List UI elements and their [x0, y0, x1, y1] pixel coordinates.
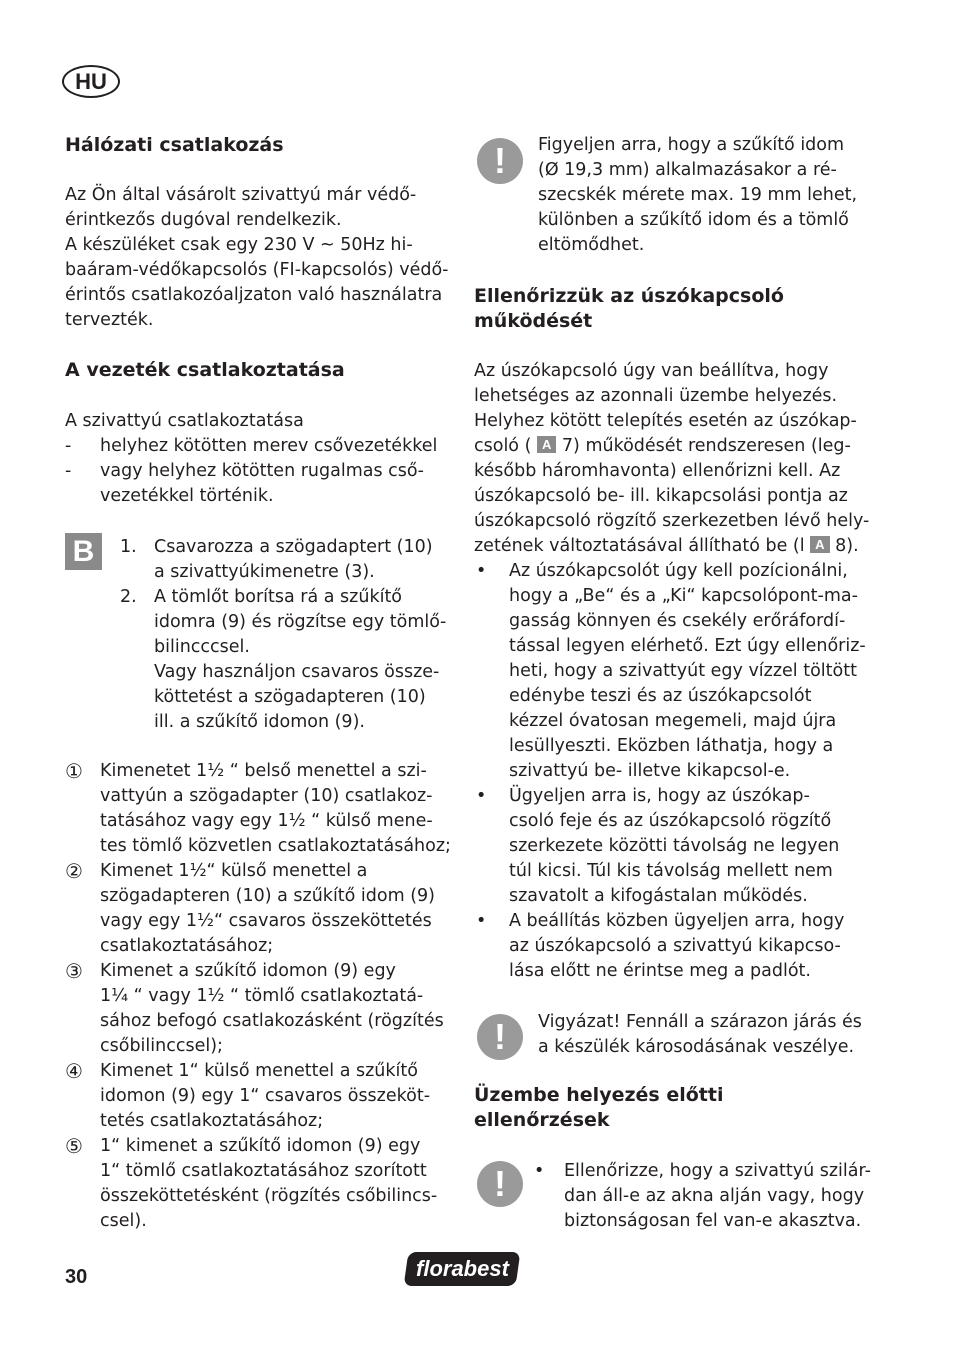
- text-line: csoló feje és az úszókapcsoló rögzítő: [509, 811, 832, 831]
- text-line: lehetséges az azonnali üzembe helyezés.: [474, 386, 838, 406]
- text-line: Kimenet 1½“ külső menettel a: [100, 861, 368, 881]
- text-line: [474, 434, 869, 459]
- text-line: idomra (9) és rögzítse egy tömlő-: [154, 612, 447, 632]
- step-item: [65, 535, 455, 585]
- section-title-cable-connection: A vezeték csatlakoztatása: [65, 359, 345, 381]
- text-line: tervezték.: [65, 310, 154, 330]
- text-line: szecskék mérete max. 19 mm lehet,: [538, 185, 858, 205]
- text-fragment: 8).: [829, 536, 859, 556]
- text-line: Kimenet 1“ külső menettel a szűkítő: [100, 1061, 418, 1081]
- text-line: Kimenet a szűkítő idomon (9) egy: [100, 961, 396, 981]
- text-fragment: csoló (: [474, 436, 537, 456]
- warning-icon: !: [477, 1014, 523, 1060]
- text-line: A készüléket csak egy 230 V ~ 50Hz hi-: [65, 235, 413, 255]
- text-line: szögadapteren (10) a szűkítő idom (9): [100, 886, 436, 906]
- text-line: ill. a szűkítő idomon (9).: [154, 712, 365, 732]
- dash-marker: -: [65, 436, 72, 456]
- section-title-pre-start-checks: [474, 1083, 723, 1133]
- text-line: 1¼ “ vagy 1½ “ tömlő csatlakoztatá-: [100, 986, 424, 1006]
- text-line: lesüllyeszti. Eközben láthatja, hogy a: [509, 736, 834, 756]
- outlet-item-5: [0, 1134, 460, 1234]
- outlet-list: [0, 759, 460, 1234]
- circled-number-2: ②: [65, 859, 83, 883]
- bullet-item: [474, 559, 874, 784]
- text-line: tással legyen elérhető. Ezt úgy ellenőriz-: [509, 636, 866, 656]
- text-line: Figyeljen arra, hogy a szűkítő idom: [538, 135, 845, 155]
- text-line: szerkezete közötti távolság ne legyen: [509, 836, 840, 856]
- step-number: 2.: [120, 587, 137, 607]
- text-line: tes tömlő közvetlen csatlakoztatásához;: [100, 836, 451, 856]
- dash-list-item: [65, 459, 445, 509]
- section-title-float-switch-check: [474, 284, 784, 334]
- bullet-item: [474, 909, 874, 984]
- text-line: A tömlőt borítsa rá a szűkítő: [154, 587, 403, 607]
- text-line: vagy egy 1½“ csavaros összeköttetés: [100, 911, 432, 931]
- bullet-marker: •: [476, 911, 487, 931]
- text-line: 1“ kimenet a szűkítő idomon (9) egy: [100, 1136, 421, 1156]
- text-line: Az Ön által vásárolt szivattyú már védő-: [65, 185, 417, 205]
- text-line: Ellenőrizze, hogy a szivattyú szilár-: [564, 1161, 871, 1181]
- text-line: úszókapcsoló rögzítő szerkezetben lévő hely-: [474, 511, 870, 531]
- outlet-item-2: [0, 859, 460, 959]
- title-line: Ellenőrizzük az úszókapcsoló: [474, 285, 784, 307]
- text-line: lása előtt ne érintse meg a padlót.: [509, 961, 811, 981]
- text-line: vattyún a szögadapter (10) csatlakoz-: [100, 786, 433, 806]
- text-line: heti, hogy a szivattyút egy vízzel töltött: [509, 661, 857, 681]
- dash-list-item: [65, 434, 445, 459]
- text-line: az úszókapcsoló a szivattyú kikapcso-: [509, 936, 841, 956]
- text-line: köttetést a szögadapteren (10): [154, 687, 426, 707]
- text-line: szivattyú be- illetve kikapcsol-e.: [509, 761, 791, 781]
- text-line: érintkezős dugóval rendelkezik.: [65, 210, 342, 230]
- circled-number-5: ⑤: [65, 1134, 83, 1158]
- figure-b-badge: B: [65, 533, 102, 570]
- text-line: baáram-védőkapcsolós (FI-kapcsolós) védő-: [65, 260, 449, 280]
- text-line: összeköttetésként (rögzítés csőbilincs-: [100, 1186, 438, 1206]
- dash-marker: -: [65, 461, 72, 481]
- language-badge: HU: [62, 65, 120, 98]
- text-line: tetés csatlakoztatásához;: [100, 1111, 324, 1131]
- text-line: kézzel óvatosan megemeli, majd újra: [509, 711, 837, 731]
- text-line: 1“ tömlő csatlakoztatásához szorított: [100, 1161, 427, 1181]
- text-fragment: zetének változtatásával állítható be (l: [474, 536, 811, 556]
- outlet-item-3: [0, 959, 460, 1059]
- text-line: különben a szűkítő idom és a tömlő: [538, 210, 849, 230]
- steps-list: [65, 535, 455, 735]
- text-line: túl kicsi. Túl kis távolság mellett nem: [509, 861, 833, 881]
- text-line: bilincccsel.: [154, 637, 250, 657]
- text-fragment: 7) működését rendszeresen (leg-: [556, 436, 851, 456]
- dry-run-warning-text: [538, 1010, 862, 1060]
- float-switch-bullets: [474, 559, 874, 984]
- figure-a-badge: A: [537, 436, 556, 453]
- title-line: Üzembe helyezés előtti: [474, 1084, 724, 1106]
- title-line: ellenőrzések: [474, 1109, 610, 1131]
- reducer-warning-text: [538, 133, 857, 258]
- text-line: Helyhez kötött telepítés esetén az úszókap-: [474, 411, 857, 431]
- outlet-item-4: [0, 1059, 460, 1134]
- logo-text: florabest: [415, 1256, 509, 1281]
- text-line: úszókapcsoló be- ill. kikapcsolási pontja az: [474, 486, 848, 506]
- text-line: csel).: [100, 1211, 147, 1231]
- text-line: biztonságosan fel van-e akasztva.: [564, 1211, 862, 1231]
- warning-icon: !: [477, 1161, 523, 1207]
- text-line: Csavarozza a szögadaptert (10): [154, 537, 433, 557]
- text-line: dan áll-e az akna alján vagy, hogy: [564, 1186, 865, 1206]
- text-line: gasság könnyen és csekély erőráfordí-: [509, 611, 846, 631]
- text-line: Kimenetet 1½ “ belső menettel a szi-: [100, 761, 427, 781]
- text-line: A beállítás közben ügyeljen arra, hogy: [509, 911, 845, 931]
- bullet-marker: •: [476, 786, 487, 806]
- circled-number-3: ③: [65, 959, 83, 983]
- bullet-item: [474, 784, 874, 909]
- step-number: 1.: [120, 537, 137, 557]
- text-line: a készülék károsodásának veszélye.: [538, 1037, 855, 1057]
- circled-number-1: ①: [65, 759, 83, 783]
- text-line: eltömődhet.: [538, 235, 645, 255]
- text-line: vagy helyhez kötötten rugalmas cső-: [100, 461, 424, 481]
- section-title-network-connection: Hálózati csatlakozás: [65, 134, 284, 156]
- network-connection-text: [65, 183, 448, 333]
- title-line: működését: [474, 310, 593, 332]
- float-switch-text: [474, 359, 869, 559]
- text-line: hogy a „Be“ és a „Ki“ kapcsolópont-ma-: [509, 586, 858, 606]
- cable-connection-text: [65, 409, 445, 509]
- text-line: sához befogó csatlakozásként (rögzítés: [100, 1011, 444, 1031]
- text-line: Ügyeljen arra is, hogy az úszókap-: [509, 786, 810, 806]
- text-line: idomon (9) egy 1“ csavaros összeköt-: [100, 1086, 431, 1106]
- text-line: vezetékkel történik.: [100, 486, 274, 506]
- text-line: csatlakoztatásához;: [100, 936, 274, 956]
- bullet-marker: •: [534, 1161, 545, 1181]
- figure-a-badge: A: [810, 536, 829, 553]
- text-line: Az úszókapcsoló úgy van beállítva, hogy: [474, 361, 829, 381]
- text-line: edénybe teszi és az úszókapcsolót: [509, 686, 812, 706]
- text-line: helyhez kötötten merev csővezetékkel: [100, 436, 438, 456]
- text-line: Vigyázat! Fennáll a szárazon járás és: [538, 1012, 862, 1032]
- text-line: Vagy használjon csavaros össze-: [154, 662, 440, 682]
- step-item: [65, 585, 455, 735]
- text-line: (Ø 19,3 mm) alkalmazásakor a ré-: [538, 160, 837, 180]
- page-number: 30: [65, 1266, 88, 1288]
- text-line: a szivattyúkimenetre (3).: [154, 562, 375, 582]
- text-line: csőbilinccsel);: [100, 1036, 223, 1056]
- circled-number-4: ④: [65, 1059, 83, 1083]
- pre-start-check-text: [534, 1159, 874, 1234]
- text-line: [474, 534, 869, 559]
- bullet-marker: •: [476, 561, 487, 581]
- text-line: tatásához vagy egy 1½ “ külső mene-: [100, 811, 433, 831]
- text-line: később háromhavonta) ellenőrizni kell. Az: [474, 461, 841, 481]
- bullet-item: [534, 1159, 874, 1234]
- text-line: A szivattyú csatlakoztatása: [65, 411, 304, 431]
- warning-icon: !: [477, 138, 523, 184]
- text-line: szavatolt a kifogástalan működés.: [509, 886, 808, 906]
- text-line: érintős csatlakozóaljzaton való használatra: [65, 285, 443, 305]
- florabest-logo: [404, 1252, 521, 1286]
- text-line: Az úszókapcsolót úgy kell pozícionálni,: [509, 561, 848, 581]
- outlet-item-1: [0, 759, 460, 859]
